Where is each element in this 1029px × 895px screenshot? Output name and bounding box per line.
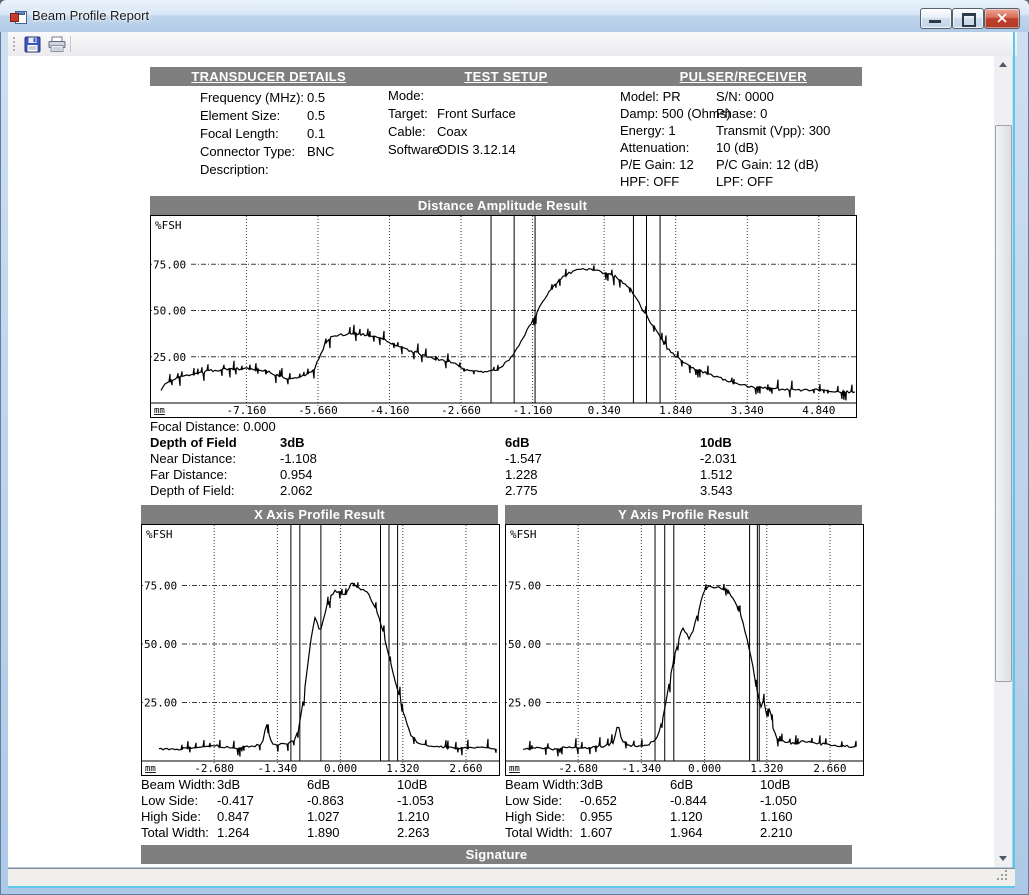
table-cell: 10 (dB) — [716, 140, 759, 155]
svg-text:50.00: 50.00 — [144, 638, 178, 651]
x-axis-profile-header-bar — [141, 505, 498, 524]
signature-header-bar — [141, 845, 852, 864]
table-cell: -1.053 — [397, 793, 434, 808]
table-cell: 1.890 — [307, 825, 340, 840]
table-cell: -0.844 — [670, 793, 707, 808]
table-cell: LPF: OFF — [716, 174, 774, 189]
table-cell: 10dB — [397, 777, 428, 792]
table-cell: 2.210 — [760, 825, 793, 840]
svg-text:1.320: 1.320 — [750, 762, 784, 775]
table-cell: 3dB — [217, 777, 241, 792]
svg-text:-5.660: -5.660 — [298, 404, 338, 417]
minimize-button[interactable] — [920, 8, 952, 29]
svg-text:-2.680: -2.680 — [194, 762, 235, 775]
frame-accent-bottom — [8, 886, 1015, 888]
table-cell: 1.512 — [700, 467, 733, 482]
svg-text:50.00: 50.00 — [153, 304, 187, 318]
print-button[interactable] — [46, 34, 70, 56]
svg-text:-1.340: -1.340 — [257, 762, 298, 775]
table-cell: 3.543 — [700, 483, 733, 498]
table-cell: Low Side: — [141, 793, 199, 808]
distance-amplitude-chart — [150, 215, 857, 418]
table-cell: Transmit (Vpp): 300 — [716, 123, 831, 138]
size-grip-icon[interactable] — [997, 878, 999, 880]
svg-text:4.840: 4.840 — [802, 404, 836, 417]
table-cell: 2.263 — [397, 825, 430, 840]
y-axis-profile-chart — [505, 524, 864, 776]
save-icon — [23, 35, 43, 55]
bottom-strip — [8, 868, 1015, 886]
minimize-icon — [929, 20, 941, 23]
table-cell: 2.062 — [280, 483, 313, 498]
y-axis-profile-title: Y Axis Profile Result — [618, 507, 749, 522]
svg-text:3.340: 3.340 — [730, 404, 764, 417]
svg-text:-2.680: -2.680 — [558, 762, 599, 775]
table-cell: 1.607 — [580, 825, 613, 840]
title-bar[interactable] — [0, 0, 1029, 32]
table-cell: Energy: 1 — [620, 123, 676, 138]
table-cell: Frequency (MHz): — [200, 90, 305, 105]
toolbar-grip[interactable] — [13, 37, 15, 39]
svg-text:-2.660: -2.660 — [441, 404, 481, 417]
table-cell: Near Distance: — [150, 451, 236, 466]
svg-text:%FSH: %FSH — [510, 528, 537, 541]
table-cell: Target: — [388, 106, 428, 121]
table-cell: -1.547 — [505, 451, 542, 466]
table-cell: 1.027 — [307, 809, 340, 824]
table-cell: 6dB — [307, 777, 331, 792]
svg-text:2.660: 2.660 — [813, 762, 847, 775]
vertical-scrollbar[interactable] — [994, 56, 1012, 867]
table-cell: P/E Gain: 12 — [620, 157, 694, 172]
table-cell: ODIS 3.12.14 — [437, 142, 516, 157]
svg-text:-1.340: -1.340 — [621, 762, 662, 775]
svg-text:25.00: 25.00 — [144, 696, 178, 710]
app-icon — [10, 8, 26, 24]
table-cell: Total Width: — [505, 825, 573, 840]
table-cell: Total Width: — [141, 825, 209, 840]
table-cell: 10dB — [760, 777, 791, 792]
table-cell: 1.964 — [670, 825, 703, 840]
focal-distance-label: Focal Distance: 0.000 — [150, 419, 276, 434]
app-icon-red-box — [10, 13, 19, 22]
svg-text:50.00: 50.00 — [508, 638, 542, 651]
toolbar — [8, 32, 1017, 57]
svg-text:1.320: 1.320 — [386, 762, 420, 775]
scrollbar-thumb[interactable] — [995, 125, 1012, 682]
table-cell: 1.228 — [505, 467, 538, 482]
table-cell: High Side: — [505, 809, 565, 824]
table-cell: 10dB — [700, 435, 732, 450]
svg-text:0.000: 0.000 — [687, 762, 722, 775]
svg-text:-7.160: -7.160 — [226, 404, 267, 417]
svg-text:%FSH: %FSH — [155, 219, 182, 232]
svg-text:25.00: 25.00 — [508, 696, 542, 710]
table-cell: 0.954 — [280, 467, 313, 482]
y-axis-profile-header-bar — [505, 505, 862, 524]
svg-text:-1.160: -1.160 — [512, 404, 553, 417]
table-cell: 1.264 — [217, 825, 250, 840]
table-cell: -1.108 — [280, 451, 317, 466]
svg-text:1.840: 1.840 — [659, 404, 693, 417]
svg-text:25.00: 25.00 — [153, 350, 187, 364]
table-cell: 1.120 — [670, 809, 703, 824]
svg-text:75.00: 75.00 — [153, 258, 187, 272]
table-cell: Far Distance: — [150, 467, 228, 482]
svg-text:75.00: 75.00 — [144, 579, 178, 593]
table-cell: HPF: OFF — [620, 174, 680, 189]
pulser-receiver-header: PULSER/RECEIVER — [679, 69, 807, 84]
svg-text:2.660: 2.660 — [449, 762, 483, 775]
close-icon — [985, 9, 1019, 28]
table-cell: Low Side: — [505, 793, 563, 808]
table-cell: P/C Gain: 12 (dB) — [716, 157, 819, 172]
table-cell: Connector Type: — [200, 144, 296, 159]
table-cell: Mode: — [388, 88, 425, 103]
table-cell: 0.1 — [307, 126, 326, 141]
table-cell: 6dB — [505, 435, 530, 450]
table-cell: -2.031 — [700, 451, 737, 466]
svg-text:mm: mm — [509, 764, 520, 774]
table-cell: BNC — [307, 144, 335, 159]
scroll-down-button[interactable] — [995, 850, 1011, 867]
table-cell: Beam Width: — [141, 777, 216, 792]
maximize-button[interactable] — [952, 8, 984, 29]
table-cell: 3dB — [580, 777, 604, 792]
table-cell: -0.863 — [307, 793, 344, 808]
svg-text:mm: mm — [145, 764, 156, 774]
x-axis-profile-title: X Axis Profile Result — [254, 507, 385, 522]
table-cell: Description: — [200, 162, 269, 177]
close-button[interactable] — [984, 8, 1020, 29]
table-cell: Attenuation: — [620, 140, 690, 155]
table-cell: -0.417 — [217, 793, 254, 808]
table-cell: Front Surface — [437, 106, 516, 121]
table-cell: Software: — [388, 142, 443, 157]
table-cell: Depth of Field — [150, 435, 237, 450]
print-icon — [47, 35, 67, 55]
x-axis-profile-chart — [141, 524, 500, 776]
svg-text:75.00: 75.00 — [508, 579, 542, 593]
table-cell: 0.847 — [217, 809, 250, 824]
svg-text:%FSH: %FSH — [146, 528, 173, 541]
triangle-down-icon — [999, 856, 1007, 861]
table-cell: Cable: — [388, 124, 426, 139]
table-cell: Beam Width: — [505, 777, 580, 792]
svg-text:0.340: 0.340 — [587, 404, 621, 417]
table-cell: 6dB — [670, 777, 694, 792]
table-cell: Phase: 0 — [716, 106, 768, 121]
svg-text:0.000: 0.000 — [323, 762, 358, 775]
table-cell: Model: PR — [620, 89, 681, 104]
svg-text:-4.160: -4.160 — [369, 404, 410, 417]
table-cell: Focal Length: — [200, 126, 279, 141]
table-cell: 3dB — [280, 435, 305, 450]
table-cell: Coax — [437, 124, 468, 139]
toolbar-separator — [70, 36, 71, 52]
transducer-details-header: TRANSDUCER DETAILS — [191, 69, 346, 84]
save-button[interactable] — [22, 34, 46, 56]
table-cell: Damp: 500 (Ohms) — [620, 106, 731, 121]
distance-amplitude-title: Distance Amplitude Result — [417, 198, 588, 213]
table-cell: 0.955 — [580, 809, 613, 824]
table-cell: 1.210 — [397, 809, 430, 824]
table-cell: Element Size: — [200, 108, 281, 123]
svg-text:mm: mm — [154, 406, 165, 416]
signature-title: Signature — [465, 847, 528, 862]
report-viewport — [8, 56, 994, 867]
table-cell: Depth of Field: — [150, 483, 235, 498]
table-cell: -0.652 — [580, 793, 617, 808]
scroll-up-button[interactable] — [995, 56, 1011, 73]
distance-amplitude-header-bar — [150, 196, 855, 215]
table-cell: 2.775 — [505, 483, 538, 498]
maximize-icon — [962, 13, 976, 27]
test-setup-header: TEST SETUP — [464, 69, 548, 84]
frame-accent-right — [1013, 32, 1015, 887]
top-section-header-bar — [150, 67, 862, 86]
table-cell: High Side: — [141, 809, 201, 824]
table-cell: 0.5 — [307, 108, 326, 123]
triangle-up-icon — [999, 62, 1007, 67]
table-cell: 1.160 — [760, 809, 793, 824]
table-cell: S/N: 0000 — [716, 89, 774, 104]
table-cell: -1.050 — [760, 793, 797, 808]
table-cell: 0.5 — [307, 90, 326, 105]
window-title: Beam Profile Report — [32, 8, 150, 23]
